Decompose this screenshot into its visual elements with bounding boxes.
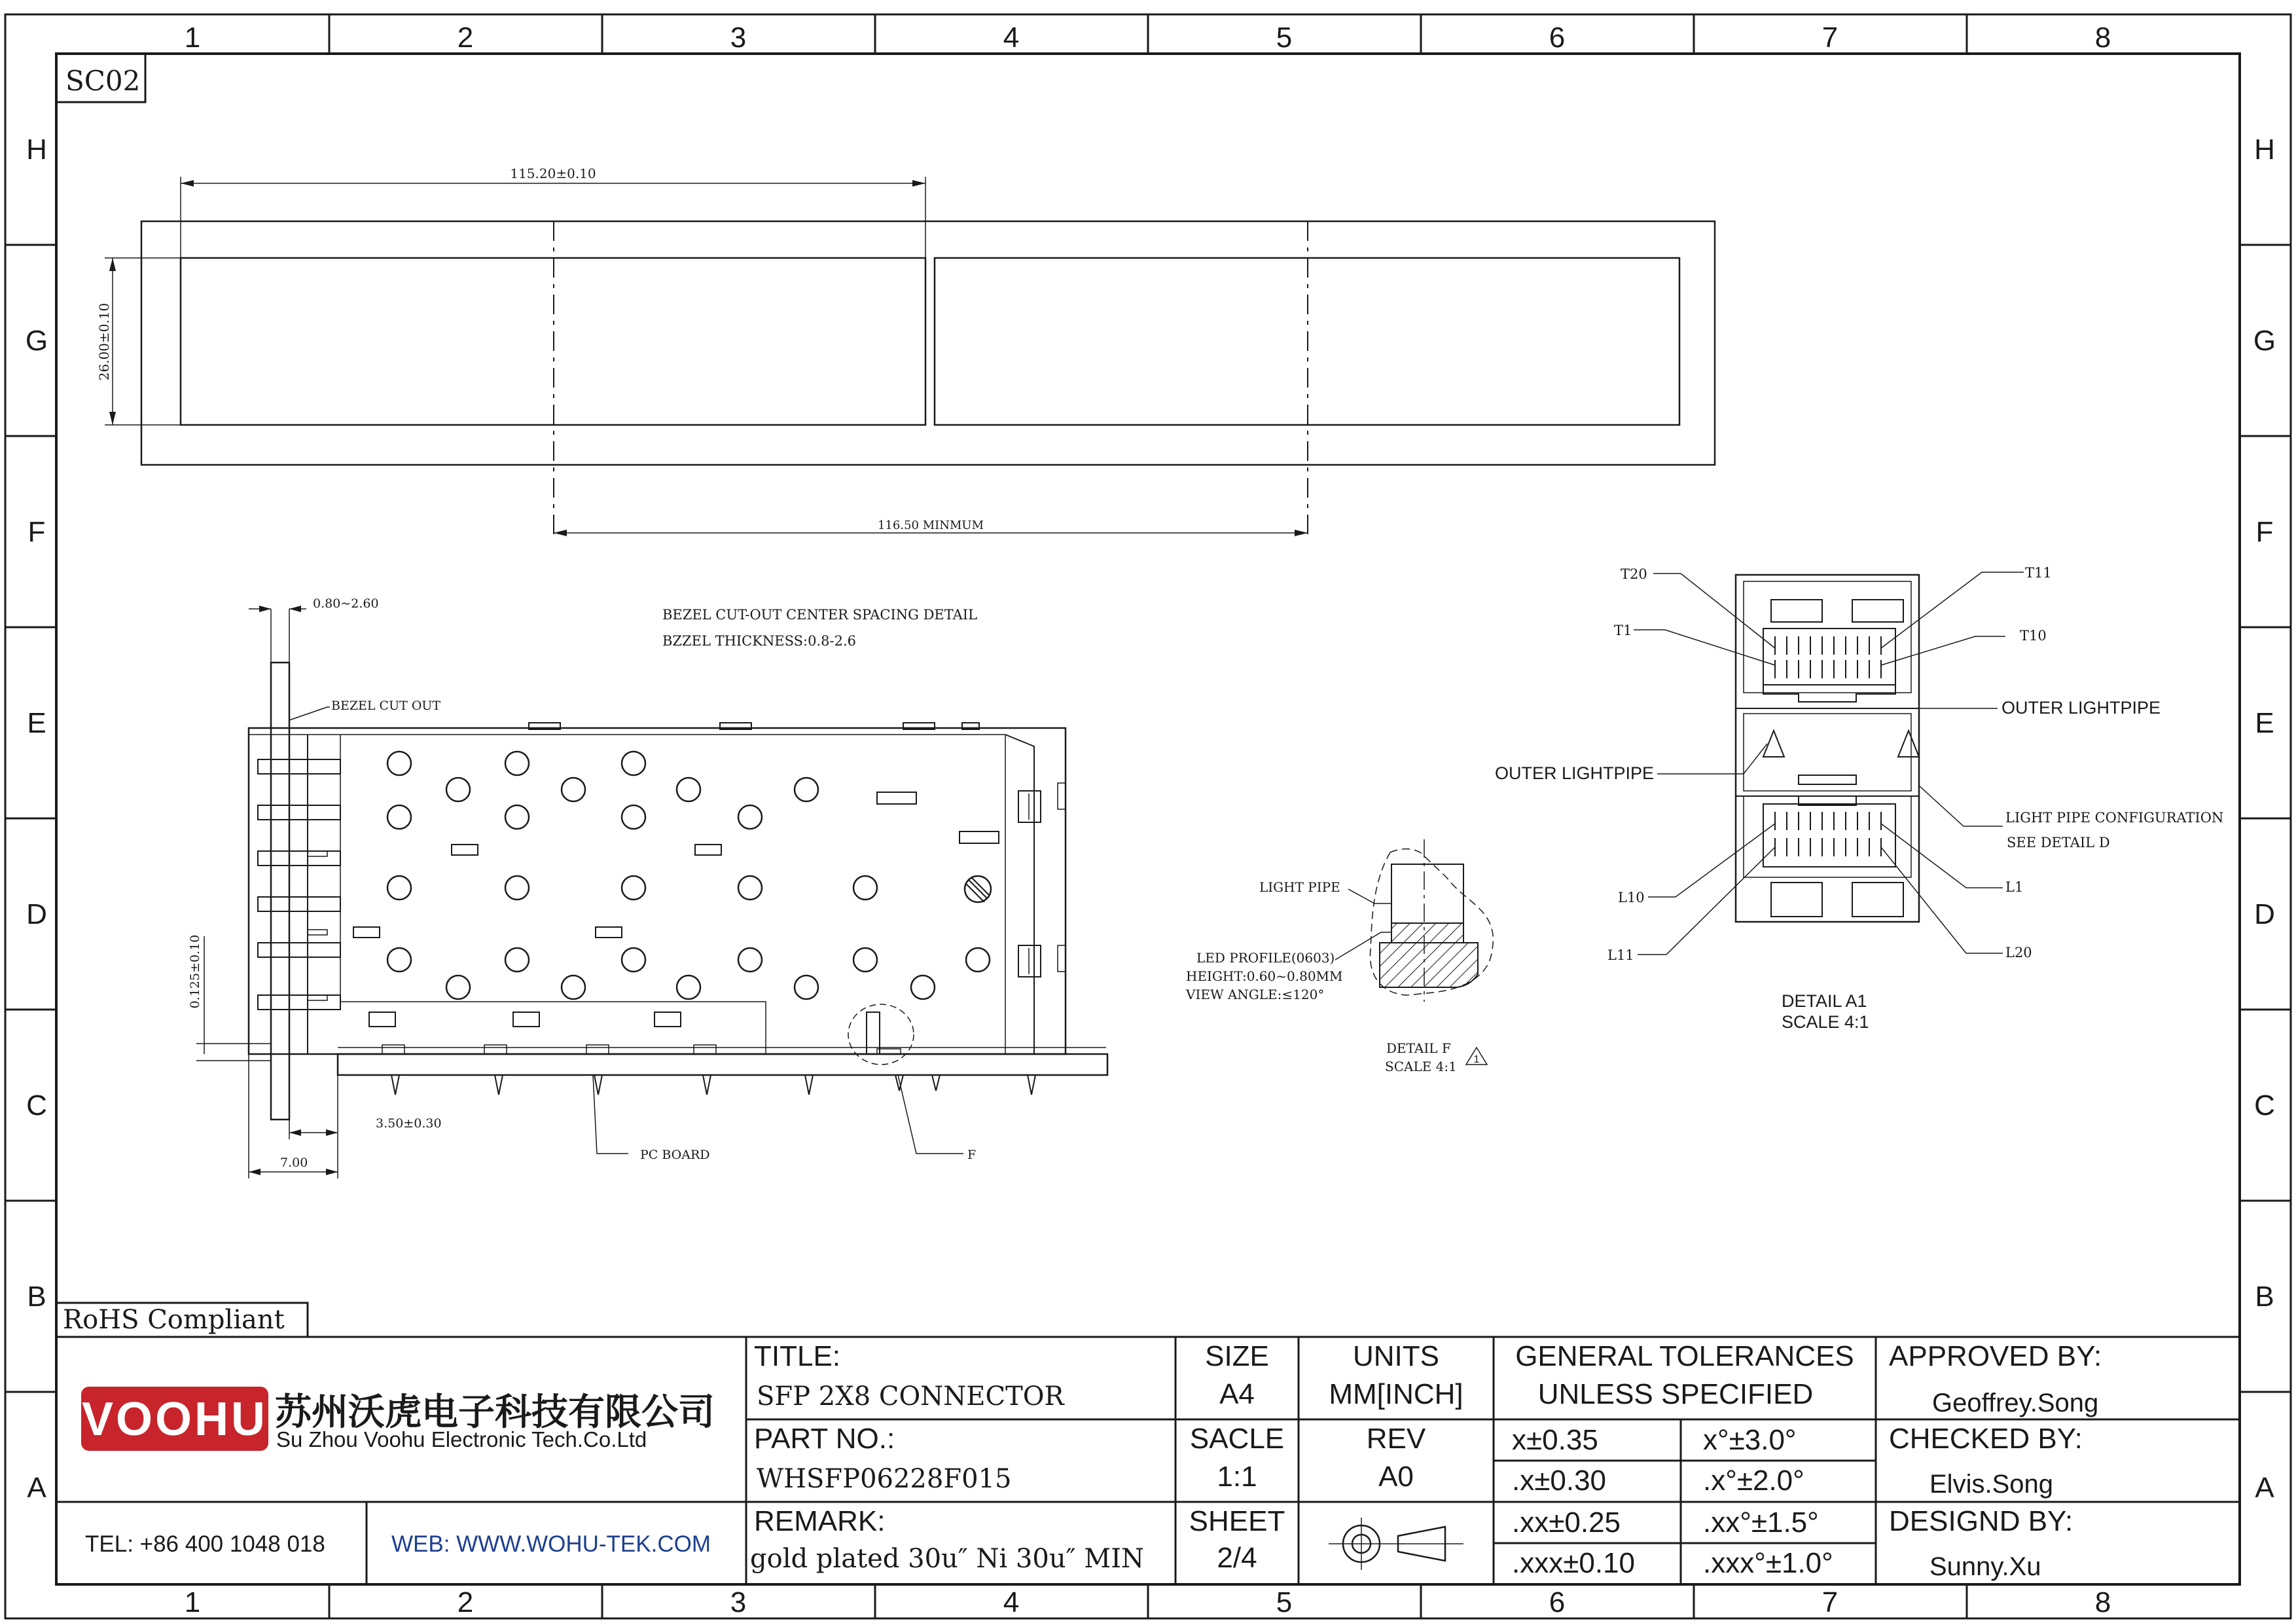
- detail-a1-title: DETAIL A1: [1782, 991, 1867, 1011]
- col-label-bottom: 4: [1003, 1586, 1020, 1618]
- tolerance-angular: .xx°±1.5°: [1703, 1506, 1819, 1539]
- col-label-bottom: 1: [184, 1586, 201, 1618]
- row-label-right: C: [2254, 1089, 2275, 1122]
- size-label: SIZE: [1205, 1340, 1269, 1372]
- row-label-left: D: [26, 898, 47, 930]
- col-label-top: 2: [457, 22, 474, 54]
- detail-f-title: DETAIL F: [1386, 1040, 1451, 1056]
- dim-bezel-height: 26.00±0.10: [96, 302, 112, 381]
- detail-f-view: [1335, 839, 1493, 1065]
- contact-tel: TEL: +86 400 1048 018: [85, 1531, 325, 1557]
- designed-label: DESIGND BY:: [1889, 1505, 2073, 1537]
- dim-350: 3.50±0.30: [376, 1116, 442, 1131]
- remark-label: REMARK:: [754, 1505, 886, 1537]
- svg-text:1: 1: [1473, 1054, 1480, 1065]
- label-l10: L10: [1618, 890, 1645, 905]
- partno-label: PART NO.:: [754, 1423, 895, 1455]
- dim-bezel-width: 115.20±0.10: [510, 166, 596, 181]
- label-outer-lightpipe-right: OUTER LIGHTPIPE: [2001, 698, 2161, 718]
- col-label-bottom: 3: [730, 1586, 747, 1618]
- row-label-left: E: [27, 707, 46, 739]
- note-cutout-spacing: BEZEL CUT-OUT CENTER SPACING DETAIL: [662, 607, 978, 623]
- sheet-code: SC02: [65, 65, 141, 97]
- dim-bezel-thickness: 0.80~2.60: [313, 596, 379, 611]
- label-bezel-cut-out: BEZEL CUT OUT: [331, 699, 441, 713]
- row-label-right: D: [2254, 898, 2275, 930]
- label-see-detail-d: SEE DETAIL D: [2007, 835, 2110, 850]
- row-label-right: A: [2255, 1472, 2274, 1504]
- checked-value: Elvis.Song: [1929, 1470, 2053, 1499]
- col-label-bottom: 7: [1821, 1586, 1839, 1618]
- company-name-en: Su Zhou Voohu Electronic Tech.Co.Ltd: [276, 1427, 647, 1451]
- row-label-left: F: [27, 516, 46, 548]
- row-label-left: G: [25, 325, 48, 357]
- tolerance-angular: .xxx°±1.0°: [1703, 1547, 1833, 1579]
- svg-text:VOOHU: VOOHU: [81, 1393, 268, 1446]
- label-lp-config: LIGHT PIPE CONFIGURATION: [2005, 810, 2224, 826]
- label-detail-f-ref: F: [967, 1148, 977, 1162]
- approved-label: APPROVED BY:: [1889, 1340, 2102, 1372]
- scale-value: 1:1: [1217, 1461, 1257, 1493]
- title-block: [56, 1337, 2240, 1584]
- approved-value: Geoffrey.Song: [1932, 1389, 2099, 1417]
- rev-label: REV: [1366, 1423, 1426, 1455]
- note-led-view-angle: VIEW ANGLE:≤120°: [1186, 987, 1325, 1002]
- tolerance-angular: .x°±2.0°: [1703, 1465, 1804, 1497]
- detail-a1-scale: SCALE 4:1: [1782, 1012, 1869, 1032]
- label-l11: L11: [1607, 947, 1634, 963]
- detail-a1-view: [1634, 572, 2024, 955]
- units-label: UNITS: [1353, 1340, 1439, 1372]
- tolerance-angular: x°±3.0°: [1703, 1424, 1797, 1456]
- designed-value: Sunny.Xu: [1929, 1552, 2041, 1581]
- drawing-frame: [5, 14, 2291, 1618]
- dim-700: 7.00: [280, 1156, 308, 1170]
- label-t10: T10: [2020, 628, 2047, 644]
- label-l1: L1: [2005, 879, 2024, 895]
- title-label: TITLE:: [754, 1340, 841, 1372]
- checked-label: CHECKED BY:: [1889, 1423, 2083, 1455]
- col-label-bottom: 8: [2094, 1586, 2111, 1618]
- company-name-cn: 苏州沃虎电子科技有限公司: [275, 1391, 715, 1432]
- tolerances-subtitle: UNLESS SPECIFIED: [1537, 1378, 1814, 1410]
- units-value: MM[INCH]: [1329, 1378, 1463, 1410]
- tolerances-title: GENERAL TOLERANCES: [1515, 1340, 1854, 1372]
- detail-f-scale: SCALE 4:1: [1385, 1059, 1457, 1074]
- row-label-right: G: [2253, 325, 2276, 357]
- connector-side-view: [196, 609, 1107, 1178]
- col-label-bottom: 5: [1276, 1586, 1293, 1618]
- note-bezel-thickness: BZZEL THICKNESS:0.8-2.6: [662, 633, 857, 649]
- col-label-top: 1: [184, 22, 201, 54]
- note-led-height: HEIGHT:0.60~0.80MM: [1186, 968, 1343, 984]
- col-label-top: 8: [2094, 22, 2111, 54]
- col-label-top: 6: [1549, 22, 1566, 54]
- title-value: SFP 2X8 CONNECTOR: [757, 1381, 1064, 1412]
- row-label-left: B: [27, 1281, 46, 1313]
- size-value: A4: [1219, 1378, 1255, 1410]
- dim-bezel-spacing: 116.50 MINMUM: [877, 519, 984, 532]
- row-label-right: F: [2255, 516, 2274, 548]
- tolerance-linear: .x±0.30: [1512, 1465, 1607, 1497]
- label-light-pipe: LIGHT PIPE: [1259, 879, 1340, 895]
- note-led-profile: LED PROFILE(0603): [1196, 950, 1335, 966]
- partno-value: WHSFP06228F015: [757, 1464, 1012, 1494]
- tolerance-linear: .xx±0.25: [1512, 1506, 1621, 1539]
- tolerance-linear: .xxx±0.10: [1512, 1547, 1636, 1579]
- row-label-right: H: [2254, 134, 2275, 166]
- row-label-right: E: [2255, 707, 2274, 739]
- scale-label: SACLE: [1189, 1423, 1285, 1455]
- contact-web[interactable]: WEB: WWW.WOHU-TEK.COM: [391, 1531, 711, 1557]
- label-t1: T1: [1614, 623, 1632, 638]
- label-l20: L20: [2005, 945, 2032, 960]
- col-label-top: 3: [730, 22, 747, 54]
- label-t20: T20: [1621, 566, 1647, 582]
- label-t11: T11: [2025, 565, 2052, 581]
- row-label-left: C: [26, 1089, 47, 1122]
- remark-value: gold plated 30u″ Ni 30u″ MIN: [750, 1544, 1145, 1574]
- label-pc-board: PC BOARD: [640, 1148, 710, 1162]
- col-label-top: 7: [1821, 22, 1839, 54]
- rohs-label: RoHS Compliant: [63, 1305, 285, 1335]
- col-label-bottom: 6: [1549, 1586, 1566, 1618]
- col-label-top: 5: [1276, 22, 1293, 54]
- row-label-left: A: [27, 1472, 46, 1504]
- label-outer-lightpipe-left: OUTER LIGHTPIPE: [1495, 763, 1655, 783]
- tolerance-linear: x±0.35: [1512, 1424, 1598, 1456]
- sheet-value: 2/4: [1217, 1542, 1257, 1574]
- projection-symbol-icon: [1329, 1518, 1463, 1570]
- col-label-bottom: 2: [457, 1586, 474, 1618]
- col-label-top: 4: [1003, 22, 1020, 54]
- sheet-label: SHEET: [1189, 1505, 1285, 1537]
- rev-value: A0: [1378, 1461, 1414, 1493]
- bezel-cutout-view: [105, 177, 1715, 538]
- dim-offset: 0.125±0.10: [188, 934, 202, 1009]
- row-label-left: H: [26, 134, 47, 166]
- voohu-logo: [81, 1387, 268, 1451]
- row-label-right: B: [2255, 1281, 2274, 1313]
